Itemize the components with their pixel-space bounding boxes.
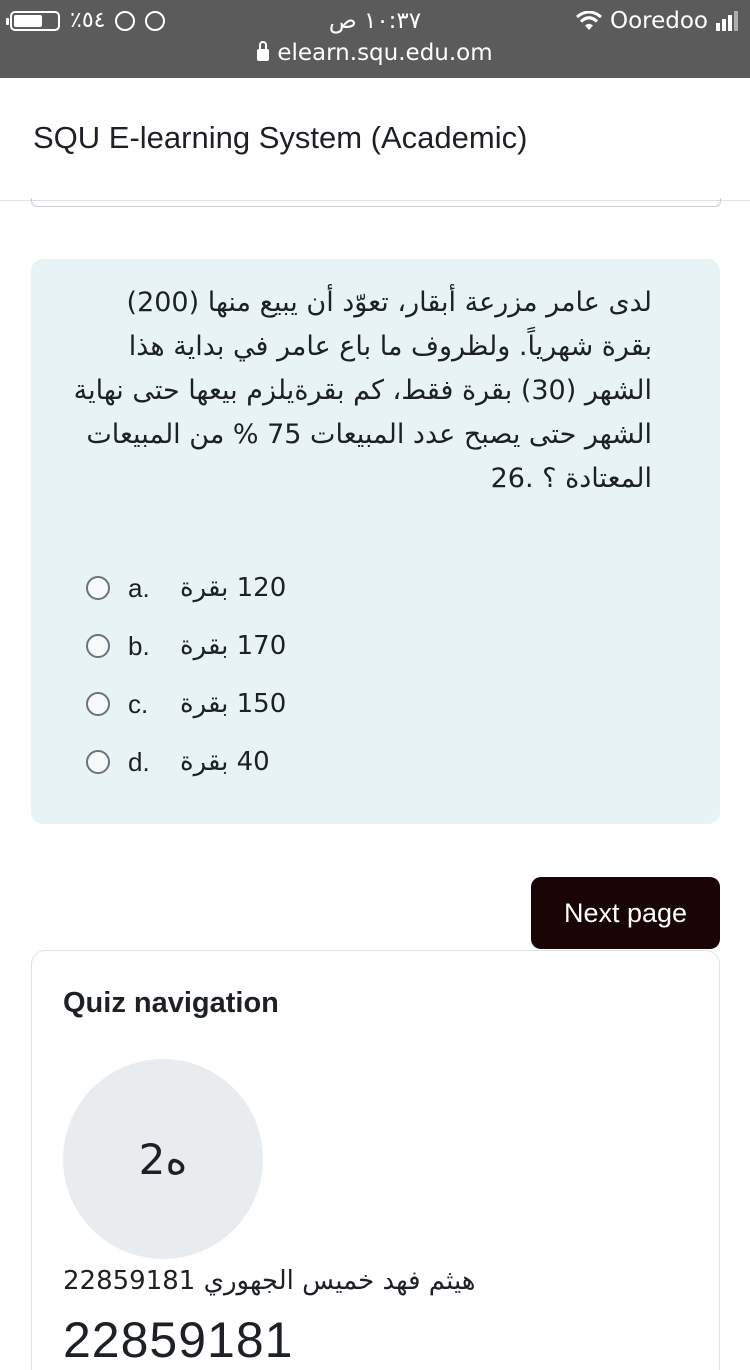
question-card (31, 259, 720, 824)
status-bar (0, 0, 750, 78)
lock-icon (257, 49, 269, 61)
question-number: 26. (490, 463, 534, 494)
radio-button[interactable] (86, 692, 110, 716)
quiz-navigation-title: Quiz navigation (63, 987, 279, 1019)
user-avatar[interactable] (63, 1059, 263, 1259)
status-time: ١٠:٣٧ ص (328, 8, 422, 34)
answer-text: 150 بقرة (180, 689, 287, 719)
signal-icon (716, 11, 738, 31)
answer-list (86, 559, 286, 791)
answer-option-c[interactable] (86, 675, 286, 733)
radio-button[interactable] (86, 634, 110, 658)
answer-option-d[interactable] (86, 733, 286, 791)
user-id: 22859181 (63, 1266, 196, 1296)
answer-text: 120 بقرة (180, 573, 287, 603)
radio-button[interactable] (86, 576, 110, 600)
carrier-group (576, 8, 738, 34)
user-initials: 2ه (138, 1134, 188, 1184)
answer-letter: b. (128, 630, 150, 661)
battery-percent: ٪٥٤ (70, 8, 106, 33)
answer-letter: c. (128, 688, 149, 719)
answer-letter: a. (128, 572, 150, 603)
question-text: لدى عامر مزرعة أبقار، تعوّد أن يبيع منها (200) بقرة شهرياً. ولظروف ما باع عامر في بداية هذا الشهر (30) بقرة فقط، كم بقرةيلزم بيعها حتى نهاية الشهر حتى يصبح عدد المبيعات 75 % من المبيعات المعتادة ؟ (73, 287, 652, 494)
site-title[interactable]: SQU E-learning System (Academic) (33, 120, 528, 155)
answer-text: 40 بقرة (180, 747, 270, 777)
answer-text: 170 بقرة (180, 631, 287, 661)
carrier-name: Ooredoo (609, 8, 708, 34)
url-text: elearn.squ.edu.om (277, 40, 493, 66)
url-bar[interactable] (0, 40, 750, 66)
wifi-icon (576, 11, 602, 31)
answer-letter: d. (128, 746, 150, 777)
answer-option-a[interactable] (86, 559, 286, 617)
user-name: هيثم فهد خميس الجهوري (203, 1266, 476, 1296)
next-page-button[interactable]: Next page (531, 877, 720, 949)
question-text-block (69, 281, 652, 501)
site-header (0, 78, 750, 201)
quiz-navigation-panel (31, 950, 720, 1370)
answer-option-b[interactable] (86, 617, 286, 675)
radio-button[interactable] (86, 750, 110, 774)
user-name-line (63, 1266, 476, 1296)
previous-block-edge (31, 198, 721, 207)
user-id-large: 22859181 (63, 1312, 294, 1368)
